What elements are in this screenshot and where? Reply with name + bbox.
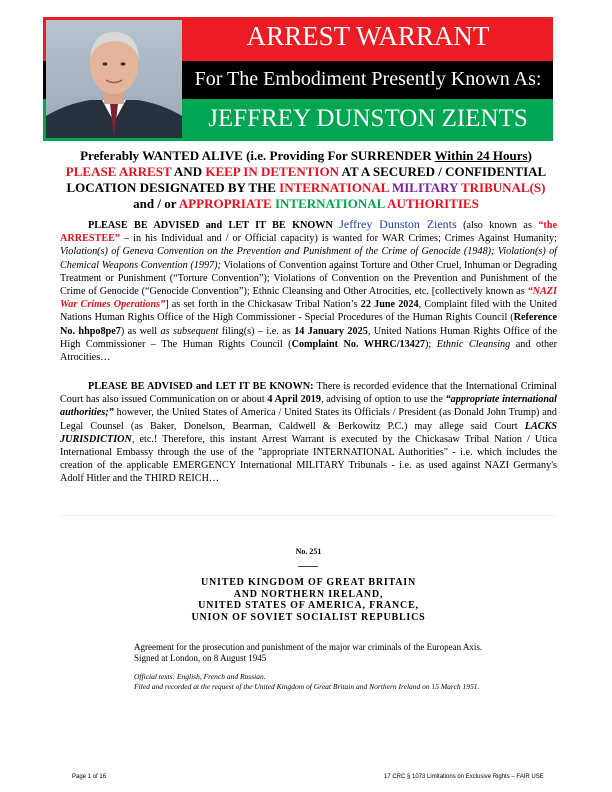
para2-lead: PLEASE BE ADVISED and LET IT BE KNOWN: [88, 381, 314, 392]
notice-purple: MILITARY [391, 180, 461, 195]
notice-line-1 [30, 148, 582, 164]
notice-red: AUTHORITIES [387, 196, 479, 211]
treaty-scan [60, 515, 557, 731]
treaty-notes [134, 672, 484, 691]
para1-arrestee: “the ARRESTEE” [60, 220, 557, 245]
notice-text: and / or [133, 196, 179, 211]
notice-red: APPROPRIATE [178, 196, 275, 211]
party-line: UNITED STATES OF AMERICA, FRANCE, [198, 600, 419, 611]
para1-italic: Ethnic Cleansing [436, 338, 511, 350]
notice-text: LOCATION DESIGNATED BY THE [66, 180, 280, 195]
notice-red: TRIBUNAL(S) [460, 180, 546, 195]
notice-underlined: Within 24 Hours [434, 148, 528, 163]
para2-date: 4 April 2019 [267, 394, 321, 406]
paragraph-1 [60, 218, 557, 364]
banner-subtitle: For The Embodiment Presently Known As: [194, 68, 542, 90]
para1-italic: Violation(s) of Geneva Convention on the Prevention and Punishment of the Crime of Genocide (1948); Violation(s) of Chemical Weapons Convention (1997); [60, 246, 557, 271]
banner-name: JEFFREY DUNSTON ZIENTS [208, 105, 528, 132]
para1-date: 14 January 2025 [294, 325, 368, 337]
page-number: Page 1 of 16 [72, 774, 107, 780]
notice-red: INTERNATIONAL [279, 180, 392, 195]
party-line: UNITED KINGDOM OF GREAT BRITAIN [200, 577, 416, 588]
party-line: AND NORTHERN IRELAND, [233, 588, 384, 600]
para2-text: , advising of option to use the [320, 394, 446, 406]
footer-legend: 17 CRC § 1073 Limitations on Exclusive Rights – FAIR USE [384, 774, 544, 780]
notice-red: PLEASE ARREST [65, 164, 172, 179]
para2-text: however, the United States of America / United States its Officials / President (as Donald John Trump) and Legal Counsel (as Baker, Donelson, Bearman, Caldwell & Berkowitz P.C.) may allege said Court [60, 407, 557, 432]
para1-nazi: “NAZI War Crimes Operations” [60, 286, 557, 311]
treaty-note: Filed and recorded at the request of the United Kingdom of Great Britain and Northern Ireland on 15 March 1951. [134, 681, 480, 691]
para1-text: , Complaint filed with the United Nations Human Rights Office of the High Commissioner - Special Procedures of the Human Rights Council ( [60, 299, 557, 324]
warrant-banner [43, 17, 553, 141]
notice-line-2 [30, 164, 582, 180]
notice-line-4 [30, 196, 582, 212]
para1-text: and other Atrocities… [60, 338, 557, 364]
banner-title: ARREST WARRANT [246, 21, 490, 51]
treaty-rule [298, 566, 318, 567]
para1-text: – in his Individual and / or Official capacity) is wanted for WAR Crimes; Crimes Against Humanity; [120, 233, 557, 245]
para2-text: There is recorded evidence that the International Criminal Court has also issued Communication on or about [60, 381, 557, 406]
treaty-parties [60, 577, 557, 623]
notice-line-3 [30, 180, 582, 196]
notice-text: ) [527, 148, 532, 163]
para1-lead: PLEASE BE ADVISED and LET IT BE KNOWN [88, 220, 340, 231]
notice-text: Preferably WANTED ALIVE (i.e. Providing For SURRENDER [80, 148, 435, 163]
para1-complaint: Complaint No. WHRC/13427 [291, 338, 426, 350]
party-line: UNION OF SOVIET SOCIALIST REPUBLICS [191, 611, 426, 623]
para1-text: ); [425, 338, 437, 350]
para1-italic: as subsequent [160, 325, 219, 337]
treaty-number: No. 251 [295, 547, 322, 556]
para2-text: , etc.! Therefore, this instant Arrest Warrant is executed by the Chickasaw Tribal Nation / Utica International Embassy through the use of the "appropriate INTERNATIONAL Authorities" - i.e. which includes the creation of the applicable EMERGENCY International MILITARY Tribunals - i.e. as used against NAZI Germany's Adolf Hitler and the THIRD REICH… [60, 433, 557, 485]
para1-reference: Reference No. hhpo8pe7 [60, 312, 557, 337]
treaty-agreement: Agreement for the prosecution and punishment of the major war criminals of the European Axis. Signed at London, on 8 August 1945 [134, 642, 483, 663]
para1-text: Violations of Convention against Torture and Other Cruel, Inhuman or Degrading Treatment or Punishment (“Torture Convention”); Violations of Convention on the Prevention and Punishment of the Crime of Genocide (“Genocide Convention”); Ethnic Cleansing and Other Atrocities, etc. [collectively known as [60, 259, 557, 298]
notice-green: INTERNATIONAL [274, 196, 388, 211]
para1-text: ) as well [120, 325, 161, 337]
para2-lacks-jurisdiction: LACKS JURISDICTION [60, 420, 557, 445]
para1-text: ] as set forth in the Chickasaw Tribal Nation’s [165, 299, 361, 311]
notice-text: AND [171, 164, 206, 179]
para1-text: filing(s) – i.e. as [218, 325, 295, 337]
notice-red: KEEP IN DETENTION [205, 164, 339, 179]
para1-text: (also known as [456, 220, 539, 231]
treaty-note: Official texts: English, French and Russian. [134, 672, 266, 681]
paragraph-2 [60, 380, 557, 486]
para1-name: Jeffrey Dunston Zients [339, 217, 457, 231]
para1-date: 22 June 2024 [360, 299, 419, 311]
notice-text: AT A SECURED / CONFIDENTIAL [339, 164, 547, 179]
portrait-photo [46, 20, 182, 138]
para2-quote: “appropriate international authorities;” [60, 394, 557, 419]
para1-text: , United Nations Human Rights Office of the High Commissioner – The Human Rights Council ( [60, 325, 558, 350]
